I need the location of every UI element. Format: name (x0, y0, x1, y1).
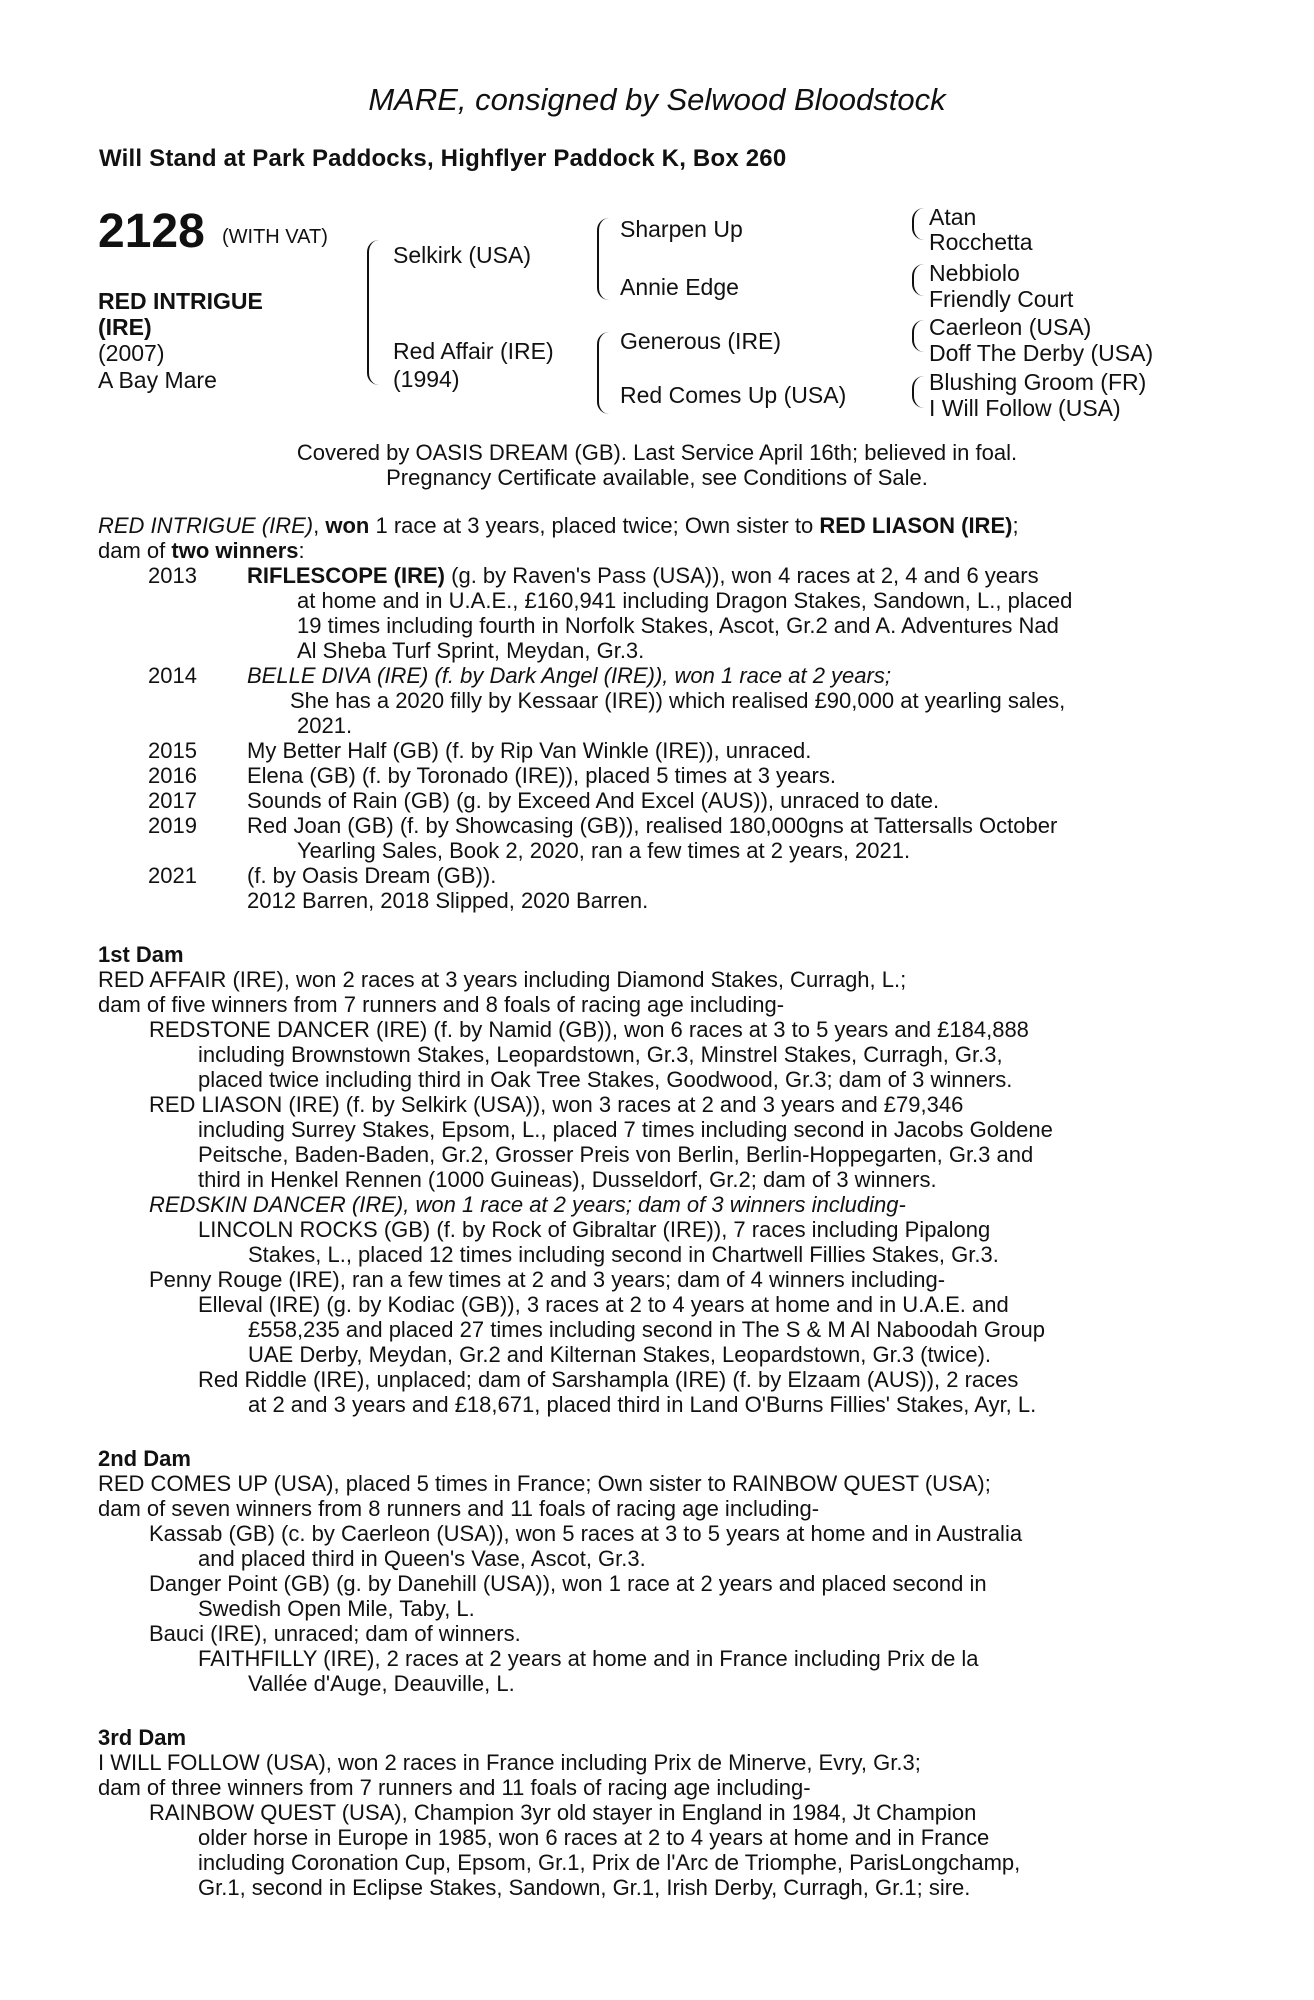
produce-year: 2017 (148, 788, 197, 813)
dam1-line: Peitsche, Baden-Baden, Gr.2, Grosser Preis von Berlin, Berlin-Hoppegarten, Gr.3 and (198, 1142, 1034, 1167)
produce-entry (247, 563, 1039, 588)
dam2-heading: 2nd Dam (98, 1446, 191, 1471)
dam1-line: at 2 and 3 years and £18,671, placed third in Land O'Burns Fillies' Stakes, Ayr, L. (248, 1392, 1037, 1417)
page-title: MARE, consigned by Selwood Bloodstock (368, 82, 946, 117)
dam3-line: dam of three winners from 7 runners and 11 foals of racing age including- (98, 1775, 811, 1800)
dam1-line: Stakes, L., placed 12 times including second in Chartwell Fillies Stakes, Gr.3. (248, 1242, 999, 1267)
dam-dam: Red Comes Up (USA) (620, 382, 847, 408)
produce-line: Yearling Sales, Book 2, 2020, ran a few times at 2 years, 2021. (297, 838, 911, 863)
produce-line: Al Sheba Turf Sprint, Meydan, Gr.3. (297, 638, 645, 663)
produce-line: 19 times including fourth in Norfolk Stakes, Ascot, Gr.2 and A. Adventures Nad (297, 613, 1059, 638)
sire-sire: Sharpen Up (620, 216, 743, 242)
dam1-line: Penny Rouge (IRE), ran a few times at 2 and 3 years; dam of 4 winners including- (149, 1267, 946, 1292)
dam1-line: third in Henkel Rennen (1000 Guineas), Dusseldorf, Gr.2; dam of 3 winners. (198, 1167, 937, 1192)
produce-text: (g. by Raven's Pass (USA)), won 4 races at 2, 4 and 6 years (445, 563, 1039, 588)
gen3-2: Rocchetta (929, 229, 1033, 255)
produce-text: (f. by Dark Angel (IRE)), won 1 race at 2 years; (428, 663, 891, 688)
dam1-line: Red Riddle (IRE), unplaced; dam of Sarshampla (IRE) (f. by Elzaam (AUS)), 2 races (198, 1367, 1019, 1392)
gen3-4: Friendly Court (929, 286, 1074, 312)
produce-year: 2019 (148, 813, 197, 838)
dam1-line: UAE Derby, Meydan, Gr.2 and Kilternan Stakes, Leopardstown, Gr.3 (twice). (248, 1342, 992, 1367)
produce-line: 2021. (297, 713, 353, 738)
produce-year: 2015 (148, 738, 197, 763)
gen3-5: Caerleon (USA) (929, 314, 1092, 340)
pedigree-brace (597, 332, 609, 414)
pedigree-brace (912, 208, 924, 240)
dam1-line: placed twice including third in Oak Tree Stakes, Goodwood, Gr.3; dam of 3 winners. (198, 1067, 1013, 1092)
pedigree-brace (367, 240, 379, 385)
dam-name: Red Affair (IRE) (393, 338, 554, 364)
produce-entry: (f. by Oasis Dream (GB)). (247, 863, 497, 888)
dam2-line: Swedish Open Mile, Taby, L. (198, 1596, 475, 1621)
dam2-line: FAITHFILLY (IRE), 2 races at 2 years at home and in France including Prix de la (198, 1646, 979, 1671)
dam2-line: Kassab (GB) (c. by Caerleon (USA)), won 5 races at 3 to 5 years at home and in Australia (149, 1521, 1023, 1546)
intro-line1: RED INTRIGUE (IRE), won 1 race at 3 years, placed twice; Own sister to RED LIASON (IRE); (98, 513, 1019, 538)
produce-year: 2016 (148, 763, 197, 788)
sire-dam: Annie Edge (620, 274, 739, 300)
produce-entry: Red Joan (GB) (f. by Showcasing (GB)), realised 180,000gns at Tattersalls October (247, 813, 1058, 838)
dam1-line: LINCOLN ROCKS (GB) (f. by Rock of Gibraltar (IRE)), 7 races including Pipalong (198, 1217, 991, 1242)
produce-line: at home and in U.A.E., £160,941 including Dragon Stakes, Sandown, L., placed (297, 588, 1073, 613)
horse-name-line2: (IRE) (98, 314, 152, 340)
pedigree-brace (597, 218, 609, 300)
dam1-line: Elleval (IRE) (g. by Kodiac (GB)), 3 races at 2 to 4 years at home and in U.A.E. and (198, 1292, 1009, 1317)
gen3-1: Atan (929, 204, 977, 230)
dam1-heading: 1st Dam (98, 942, 184, 967)
dam2-line: Bauci (IRE), unraced; dam of winners. (149, 1621, 521, 1646)
covered-line2: Pregnancy Certificate available, see Conditions of Sale. (386, 465, 928, 490)
dam2-line: Danger Point (GB) (g. by Danehill (USA)), won 1 race at 2 years and placed second in (149, 1571, 987, 1596)
dam-sire: Generous (IRE) (620, 328, 782, 354)
produce-entry: Elena (GB) (f. by Toronado (IRE)), placed 5 times at 3 years. (247, 763, 836, 788)
dam2-line: Vallée d'Auge, Deauville, L. (248, 1671, 515, 1696)
dam1-line: REDSTONE DANCER (IRE) (f. by Namid (GB)), won 6 races at 3 to 5 years and £184,888 (149, 1017, 1029, 1042)
intro-sister: RED LIASON (IRE) (819, 513, 1013, 538)
produce-year: 2013 (148, 563, 197, 588)
produce-year: 2021 (148, 863, 197, 888)
intro-winners: two winners (171, 538, 299, 563)
gen3-3: Nebbiolo (929, 260, 1020, 286)
gen3-8: I Will Follow (USA) (929, 395, 1121, 421)
dam3-line: Gr.1, second in Eclipse Stakes, Sandown, Gr.1, Irish Derby, Curragh, Gr.1; sire. (198, 1875, 971, 1900)
produce-entry: Sounds of Rain (GB) (g. by Exceed And Excel (AUS)), unraced to date. (247, 788, 940, 813)
pedigree-brace (912, 320, 924, 352)
produce-line: 2012 Barren, 2018 Slipped, 2020 Barren. (247, 888, 649, 913)
intro-won: won (325, 513, 370, 538)
dam-year: (1994) (393, 366, 460, 392)
dam2-line: RED COMES UP (USA), placed 5 times in France; Own sister to RAINBOW QUEST (USA); (98, 1471, 991, 1496)
intro-colon: : (298, 538, 305, 563)
dam1-line: RED AFFAIR (IRE), won 2 races at 3 years including Diamond Stakes, Curragh, L.; (98, 967, 907, 992)
dam3-line: I WILL FOLLOW (USA), won 2 races in France including Prix de Minerve, Evry, Gr.3; (98, 1750, 921, 1775)
pedigree-brace (912, 376, 924, 408)
dam1-line: including Brownstown Stakes, Leopardstown, Gr.3, Minstrel Stakes, Curragh, Gr.3, (198, 1042, 1003, 1067)
produce-year: 2014 (148, 663, 197, 688)
gen3-7: Blushing Groom (FR) (929, 369, 1147, 395)
produce-name: BELLE DIVA (IRE) (247, 663, 429, 688)
intro-punct: ; (1012, 513, 1019, 538)
pedigree-brace (912, 264, 924, 296)
produce-name: RIFLESCOPE (IRE) (247, 563, 446, 588)
vat-note: (WITH VAT) (222, 226, 328, 248)
dam1-line: RED LIASON (IRE) (f. by Selkirk (USA)), won 3 races at 2 and 3 years and £79,346 (149, 1092, 964, 1117)
intro-horse-name: RED INTRIGUE (IRE) (98, 513, 314, 538)
dam1-line: including Surrey Stakes, Epsom, L., placed 7 times including second in Jacobs Goldene (198, 1117, 1053, 1142)
dam3-heading: 3rd Dam (98, 1725, 187, 1750)
produce-entry: My Better Half (GB) (f. by Rip Van Winkle (IRE)), unraced. (247, 738, 812, 763)
horse-name-line1: RED INTRIGUE (98, 288, 263, 314)
dam2-line: dam of seven winners from 8 runners and 11 foals of racing age including- (98, 1496, 820, 1521)
lot-number: 2128 (98, 205, 205, 258)
dam3-line: older horse in Europe in 1985, won 6 races at 2 to 4 years at home and in France (198, 1825, 990, 1850)
dam1-line: dam of five winners from 7 runners and 8 foals of racing age including- (98, 992, 785, 1017)
intro-line2 (98, 538, 305, 563)
stand-location: Will Stand at Park Paddocks, Highflyer Paddock K, Box 260 (99, 145, 787, 172)
covered-line1: Covered by OASIS DREAM (GB). Last Service April 16th; believed in foal. (296, 440, 1018, 465)
dam3-line: RAINBOW QUEST (USA), Champion 3yr old stayer in England in 1984, Jt Champion (149, 1800, 977, 1825)
foal-year: (2007) (98, 340, 165, 366)
produce-entry (247, 663, 891, 688)
intro-text: 1 race at 3 years, placed twice; Own sister to (369, 513, 820, 538)
dam1-line: REDSKIN DANCER (IRE), won 1 race at 2 years; dam of 3 winners including- (149, 1192, 906, 1217)
gen3-6: Doff The Derby (USA) (929, 340, 1154, 366)
produce-line: She has a 2020 filly by Kessaar (IRE)) which realised £90,000 at yearling sales, (290, 688, 1066, 713)
dam1-line: £558,235 and placed 27 times including second in The S & M Al Naboodah Group (248, 1317, 1046, 1342)
dam2-line: and placed third in Queen's Vase, Ascot, Gr.3. (198, 1546, 646, 1571)
horse-description: A Bay Mare (98, 367, 217, 393)
intro-dam-of: dam of (98, 538, 172, 563)
dam3-line: including Coronation Cup, Epsom, Gr.1, Prix de l'Arc de Triomphe, ParisLongchamp, (198, 1850, 1021, 1875)
sire: Selkirk (USA) (393, 242, 532, 268)
